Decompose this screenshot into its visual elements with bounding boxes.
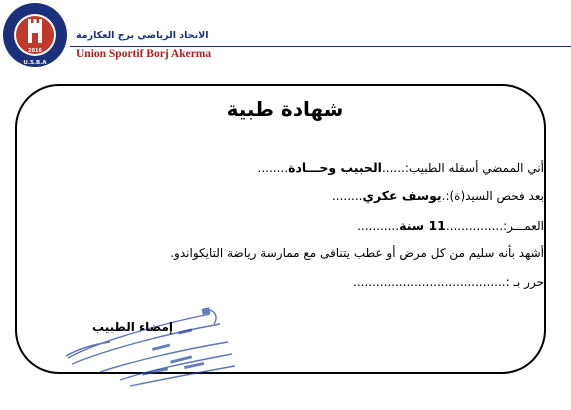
logo-year: 2016: [28, 48, 42, 54]
patient-dots-trail: ........: [331, 189, 363, 203]
age-label: العمـــر:: [503, 219, 544, 233]
header-divider: [70, 46, 571, 47]
issued-at-label: حرر بـ :: [505, 275, 544, 289]
patient-label: بعد فحص السيد(ة):: [445, 189, 544, 203]
issued-at-dots: ........................................: [353, 275, 506, 289]
doctor-label: أني الممضي أسفله الطبيب:: [404, 161, 544, 175]
doctor-name: الحبيب وحـــادة: [288, 160, 382, 175]
age-value: 11 سنة: [399, 218, 446, 233]
patient-line: [332, 188, 544, 203]
issued-at-line: [353, 275, 544, 289]
doctor-signature-label: إمضاء الطبيب: [92, 320, 173, 334]
doctor-stamp-icon: [60, 300, 250, 390]
doctor-dots-lead: ......: [381, 161, 405, 175]
age-line: [357, 218, 544, 233]
age-dots-lead: ...............: [445, 219, 504, 233]
doctor-line: [258, 160, 544, 175]
club-name-french: Union Sportif Borj Akerma: [76, 48, 212, 60]
club-name-arabic: الاتحاد الرياضي برج العكارمة: [76, 30, 209, 41]
patient-name: يوسف عكري: [362, 188, 442, 203]
patient-dots-lead: .: [441, 189, 446, 203]
fitness-statement: أشهد بأنه سليم من كل مرض أو عطب يتنافى مع ممارسة رياضة التايكواندو.: [170, 246, 544, 260]
doctor-dots-trail: ........: [257, 161, 289, 175]
age-dots-trail: ...........: [357, 219, 400, 233]
certificate-title: شهادة طبية: [226, 97, 344, 121]
club-logo-icon: [1, 1, 69, 69]
logo-initials: U.S.B.A: [23, 60, 47, 66]
